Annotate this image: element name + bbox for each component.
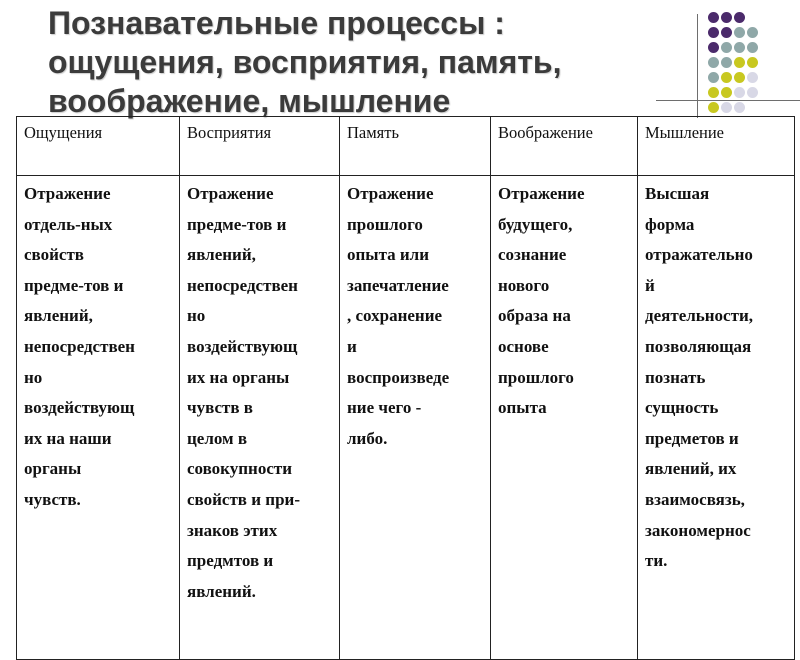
cell-line: Отражение bbox=[24, 184, 111, 203]
cell-line: основе bbox=[498, 336, 549, 356]
cell-line: сознание bbox=[498, 245, 567, 265]
cell-line: их на органы bbox=[187, 367, 290, 387]
decor-dot bbox=[734, 12, 745, 23]
cell-line: отражательно bbox=[645, 245, 753, 265]
decor-dot bbox=[708, 72, 719, 83]
decor-vertical-line bbox=[697, 14, 698, 118]
cell-line: но bbox=[24, 367, 43, 387]
decor-dot bbox=[708, 102, 719, 113]
cell-line: Отражение bbox=[187, 184, 274, 203]
header-memory: Память bbox=[340, 117, 491, 176]
decor-dot bbox=[721, 42, 732, 53]
decor-dot bbox=[708, 12, 719, 23]
cell-imagination bbox=[491, 176, 638, 660]
decor-dot bbox=[708, 87, 719, 98]
cell-memory bbox=[340, 176, 491, 660]
cell-line: явлений. bbox=[187, 581, 256, 601]
decor-dot bbox=[734, 27, 745, 38]
header-thinking: Мышление bbox=[638, 117, 795, 176]
decor-dot bbox=[747, 87, 758, 98]
cell-line: сущность bbox=[645, 398, 719, 418]
cell-line: непосредствен bbox=[187, 275, 298, 295]
cell-line: прошлого bbox=[498, 367, 574, 387]
decor-dot-grid bbox=[708, 12, 760, 117]
decor-dot bbox=[734, 57, 745, 68]
cell-line: образа на bbox=[498, 306, 571, 326]
cell-line: предмтов и bbox=[187, 551, 274, 571]
cell-line: чувств в bbox=[187, 398, 253, 418]
cell-line: , сохранение bbox=[347, 306, 443, 326]
cell-line: й bbox=[645, 275, 655, 295]
decor-dot bbox=[734, 102, 745, 113]
cell-line: ти. bbox=[645, 551, 668, 571]
cell-line: знаков этих bbox=[187, 520, 278, 540]
cell-line: запечатление bbox=[347, 275, 449, 295]
decor-dot bbox=[734, 72, 745, 83]
decor-dot bbox=[708, 27, 719, 38]
cell-line: целом в bbox=[187, 428, 248, 448]
cell-line: но bbox=[187, 306, 206, 326]
cell-line: непосредствен bbox=[24, 336, 135, 356]
cell-line: Отражение bbox=[498, 184, 585, 203]
cell-line: ние чего - bbox=[347, 398, 422, 418]
cell-line: Отражение bbox=[347, 184, 434, 203]
cell-line: закономернос bbox=[645, 520, 751, 540]
decor-dot bbox=[721, 27, 732, 38]
title-line-3: воображение, мышление bbox=[48, 83, 451, 119]
cell-line: нового bbox=[498, 275, 550, 295]
decor-dot bbox=[747, 102, 758, 113]
title-line-2: ощущения, восприятия, память, bbox=[48, 44, 562, 80]
cell-line: деятельности, bbox=[645, 306, 754, 326]
cell-line: опыта или bbox=[347, 245, 430, 265]
cell-line: явлений, bbox=[187, 245, 256, 265]
decor-dot bbox=[747, 57, 758, 68]
table-row bbox=[17, 176, 795, 660]
cell-line: чувств. bbox=[24, 489, 81, 509]
cell-line: предме-тов и bbox=[24, 275, 124, 295]
decor-dot bbox=[721, 72, 732, 83]
cell-line: либо. bbox=[347, 428, 388, 448]
header-imagination: Воображение bbox=[491, 117, 638, 176]
title-line-1: Познавательные процессы : bbox=[48, 5, 505, 41]
decor-dot bbox=[708, 57, 719, 68]
decor-dot bbox=[734, 87, 745, 98]
cell-line: свойств и при- bbox=[187, 489, 300, 509]
cell-line: отдель-ных bbox=[24, 214, 113, 234]
cell-line: воспроизведе bbox=[347, 367, 450, 387]
cell-line: опыта bbox=[498, 398, 547, 418]
slide-title bbox=[48, 4, 688, 121]
header-sensations: Ощущения bbox=[17, 117, 180, 176]
cell-line: воздействующ bbox=[187, 336, 298, 356]
decor-dot bbox=[721, 87, 732, 98]
decor-dot bbox=[708, 42, 719, 53]
cell-line: органы bbox=[24, 459, 82, 479]
decor-dot bbox=[747, 72, 758, 83]
cell-line: и bbox=[347, 336, 357, 356]
decor-dot bbox=[721, 57, 732, 68]
decor-dot bbox=[747, 42, 758, 53]
cell-sensations bbox=[17, 176, 180, 660]
cell-line: взаимосвязь, bbox=[645, 489, 745, 509]
cell-line: совокупности bbox=[187, 459, 293, 479]
cell-line: прошлого bbox=[347, 214, 423, 234]
cell-thinking bbox=[638, 176, 795, 660]
decor-dot bbox=[747, 12, 758, 23]
cell-perceptions bbox=[180, 176, 340, 660]
cell-line: познать bbox=[645, 367, 706, 387]
cell-line: будущего, bbox=[498, 214, 573, 234]
table-header-row bbox=[17, 117, 795, 176]
cell-line: позволяющая bbox=[645, 336, 752, 356]
cell-line: форма bbox=[645, 214, 695, 234]
cell-line: предме-тов и bbox=[187, 214, 287, 234]
cell-line: воздействующ bbox=[24, 398, 135, 418]
cell-line: Высшая bbox=[645, 184, 710, 203]
cell-line: предметов и bbox=[645, 428, 739, 448]
decor-dot bbox=[721, 12, 732, 23]
cognitive-processes-table bbox=[16, 116, 795, 660]
cell-line: свойств bbox=[24, 245, 84, 265]
decor-dot bbox=[721, 102, 732, 113]
cell-line: явлений, bbox=[24, 306, 93, 326]
header-perceptions: Восприятия bbox=[180, 117, 340, 176]
decor-dot bbox=[747, 27, 758, 38]
cell-line: их на наши bbox=[24, 428, 112, 448]
cell-line: явлений, их bbox=[645, 459, 737, 479]
decor-dot bbox=[734, 42, 745, 53]
